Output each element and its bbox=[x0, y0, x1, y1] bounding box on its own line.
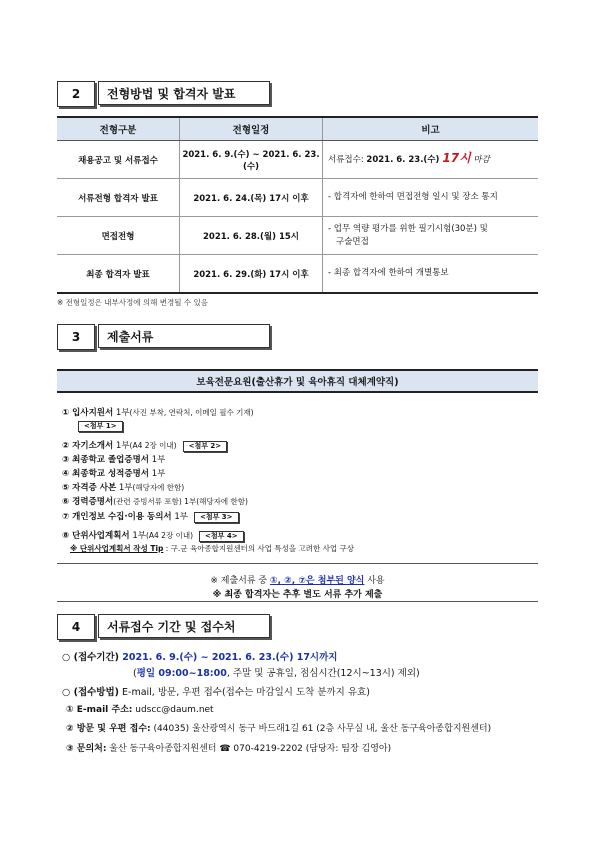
attachment-tag-4: <첨부 4> bbox=[199, 531, 244, 542]
attachment-tag-1: <첨부 1> bbox=[78, 421, 123, 432]
doc-item-6: ⑥ 경력증명서(관련 증빙서류 포함) 1부(해당자에 한함) bbox=[62, 497, 248, 507]
doc-item-2: ② 자기소개서 1부(A4 2장 이내) <첨부 2> bbox=[62, 439, 227, 452]
divider bbox=[57, 601, 538, 602]
table-row bbox=[57, 141, 538, 179]
doc-item-8: ⑧ 단위사업계획서 1부(A4 2장 이내) <첨부 4> bbox=[62, 529, 244, 542]
cell-note bbox=[323, 141, 539, 179]
cell-date: 2021. 6. 24.(목) 17시 이후 bbox=[180, 179, 323, 217]
cell-type: 최종 합격자 발표 bbox=[57, 255, 180, 294]
section-2-number: 2 bbox=[57, 81, 95, 107]
cell-type: 채용공고 및 서류접수 bbox=[57, 141, 180, 179]
cell-note: - 최종 합격자에 한하여 개별통보 bbox=[323, 255, 539, 294]
section-4-title: 서류접수 기간 및 접수처 bbox=[98, 614, 270, 638]
cell-date: 2021. 6. 9.(수) ~ 2021. 6. 23.(수) bbox=[180, 141, 323, 179]
table-row bbox=[57, 255, 538, 294]
col-header-note: 비고 bbox=[323, 117, 539, 141]
col-header-date: 전형일정 bbox=[180, 117, 323, 141]
table-row bbox=[57, 179, 538, 217]
note-line-1: - 업무 역량 평가를 위한 필기시험(30분) 및 bbox=[328, 223, 488, 234]
schedule-footnote: ※ 전형일정은 내부사정에 의해 변경될 수 있음 bbox=[57, 298, 208, 307]
cell-note bbox=[323, 217, 539, 255]
section-3-number: 3 bbox=[57, 324, 95, 350]
table-row bbox=[57, 217, 538, 255]
note-date: 2021. 6. 23.(수) bbox=[366, 155, 443, 165]
schedule-table bbox=[57, 116, 538, 294]
doc-item-5: ⑤ 자격증 사본 1부(해당자에 한함) bbox=[62, 483, 185, 493]
docs-header: 보육전문요원(출산휴가 및 육아휴직 대체계약직) bbox=[57, 369, 538, 393]
attachment-tag-2: <첨부 2> bbox=[183, 441, 228, 452]
cell-date: 2021. 6. 29.(화) 17시 이후 bbox=[180, 255, 323, 294]
cell-date: 2021. 6. 28.(월) 15시 bbox=[180, 217, 323, 255]
doc-item-7: ⑦ 개인정보 수집·이용 동의서 1부 <첨부 3> bbox=[62, 510, 239, 523]
doc-item-4: ④ 최종학교 성적증명서 1부 bbox=[62, 469, 166, 479]
note-time: 17시 bbox=[442, 151, 471, 165]
cell-type: 면접전형 bbox=[57, 217, 180, 255]
application-method: ○ (접수방법) E-mail, 방문, 우편 접수(접수는 마감일시 도착 분까지 유효) bbox=[62, 687, 370, 698]
email-address: ① E-mail 주소: udscc@daum.net bbox=[66, 705, 214, 715]
note-suffix: 마감 bbox=[470, 155, 490, 165]
contact-info: ③ 문의처: 울산 동구육아종합지원센터 ☎ 070-4219-2202 (담당자: 팀장 김영아) bbox=[66, 744, 392, 754]
section-2-title: 전형방법 및 합격자 발표 bbox=[98, 81, 270, 105]
cell-note: - 합격자에 한하여 면접전형 일시 및 장소 통지 bbox=[323, 179, 539, 217]
cell-type: 서류전형 합격자 발표 bbox=[57, 179, 180, 217]
doc-item-1: ① 입사지원서 1부(사진 부착, 연락처, 이메일 필수 기재) bbox=[62, 408, 254, 418]
application-period: ○ (접수기간) 2021. 6. 9.(수) ~ 2021. 6. 23.(수) 17시까지 bbox=[62, 652, 338, 663]
section-4-number: 4 bbox=[57, 614, 95, 640]
docs-note-2: ※ 최종 합격자는 추후 별도 서류 추가 제출 bbox=[212, 590, 383, 600]
docs-note-1: ※ 제출서류 중 ①, ②, ⑦은 첨부된 양식 사용 bbox=[210, 576, 385, 586]
section-3-title: 제출서류 bbox=[98, 324, 270, 348]
doc-item-3: ③ 최종학교 졸업증명서 1부 bbox=[62, 455, 166, 465]
note-line-2: 구술면접 bbox=[336, 236, 369, 247]
writing-tip: ※ 단위사업계획서 작성 Tip : 구.군 육아종합지원센터의 사업 특성을 고려한 사업 구상 bbox=[70, 544, 355, 553]
note-prefix: 서류접수: bbox=[328, 155, 367, 165]
attachment-tag-3: <첨부 3> bbox=[194, 512, 239, 523]
mailing-address: ② 방문 및 우편 접수: (44035) 울산광역시 동구 바드래1길 61 (2층 사무실 내, 울산 동구육아종합지원센터) bbox=[66, 724, 492, 734]
schedule-header-row bbox=[57, 117, 538, 141]
divider bbox=[57, 563, 538, 564]
application-hours: (평일 09:00~18:00, 주말 및 공휴일, 점심시간(12시~13시) 제외) bbox=[133, 668, 420, 679]
col-header-type: 전형구분 bbox=[57, 117, 180, 141]
